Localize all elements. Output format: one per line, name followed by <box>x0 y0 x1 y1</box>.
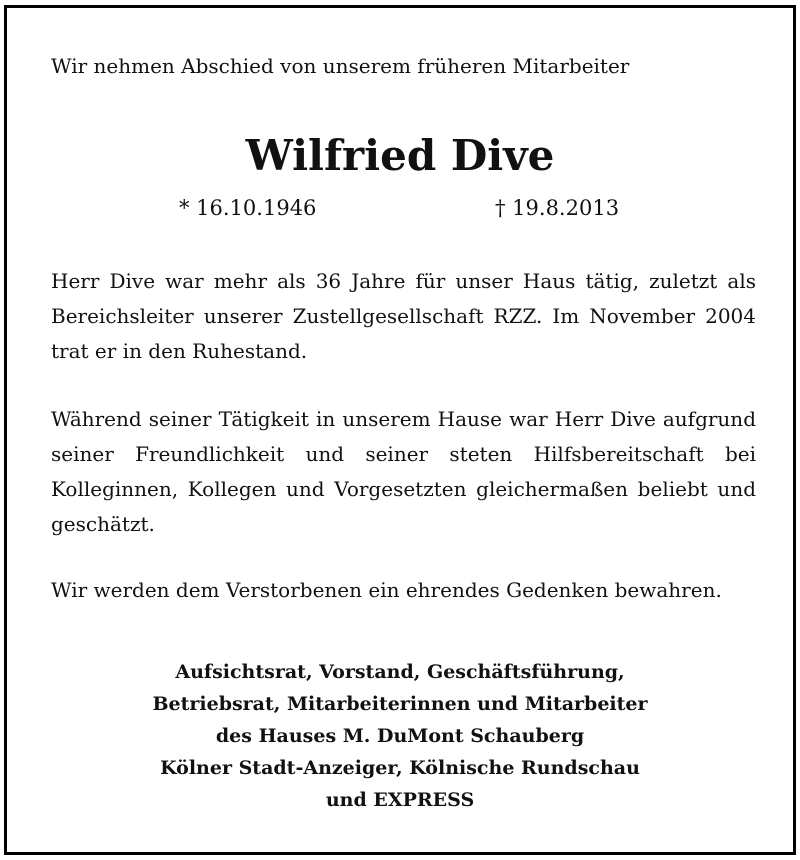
obituary-notice <box>4 5 796 855</box>
signature-line: Kölner Stadt-Anzeiger, Kölnische Rundschau <box>160 757 640 779</box>
signature-line: Betriebsrat, Mitarbeiterinnen und Mitarbeiter <box>152 693 648 715</box>
paragraph-remembrance: Wir werden dem Verstorbenen ein ehrendes Gedenken bewahren. <box>51 578 722 602</box>
death-date: † 19.8.2013 <box>495 196 620 220</box>
signature-block <box>7 656 793 816</box>
signature-line: Aufsichtsrat, Vorstand, Geschäftsführung, <box>175 661 625 683</box>
paragraph-character: Während seiner Tätigkeit in unserem Hause war Herr Dive aufgrund seiner Freundlichkeit und seiner steten Hilfsbereitschaft bei Kolleginnen, Kollegen und Vorgesetzten gleichermaßen beliebt und geschätzt. <box>51 407 756 536</box>
birth-date: * 16.10.1946 <box>179 196 317 220</box>
life-dates <box>7 193 793 225</box>
signature-line: und EXPRESS <box>325 789 475 811</box>
signature-line: des Hauses M. DuMont Schauberg <box>215 725 585 747</box>
deceased-name: Wilfried Dive <box>245 131 555 180</box>
paragraph-career: Herr Dive war mehr als 36 Jahre für unser Haus tätig, zuletzt als Bereichsleiter unserer Zustellgesellschaft RZZ. Im November 2004 trat er in den Ruhestand. <box>51 269 756 363</box>
intro-line: Wir nehmen Abschied von unserem früheren Mitarbeiter <box>51 54 630 78</box>
